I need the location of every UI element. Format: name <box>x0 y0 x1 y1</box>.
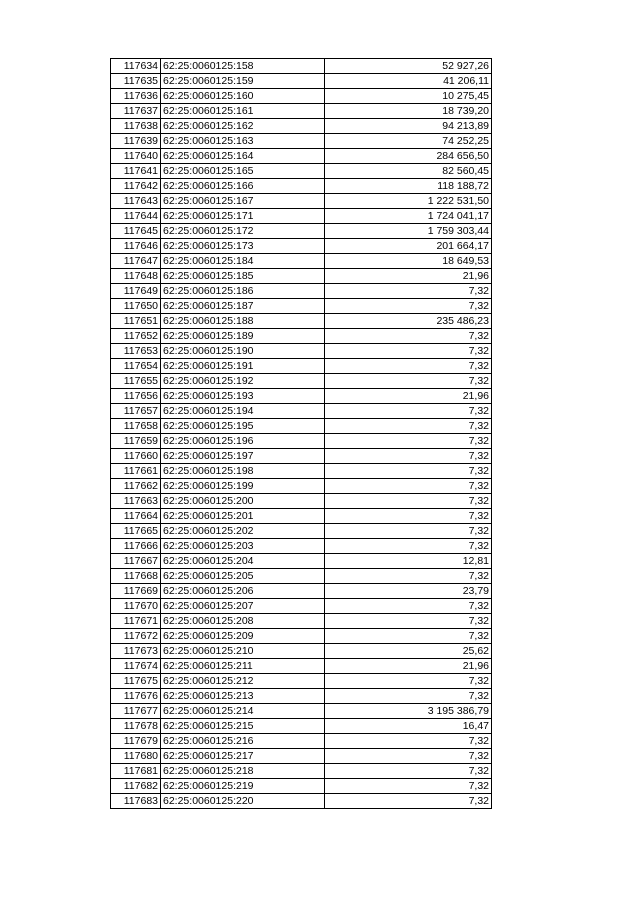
row-number-cell: 117682 <box>111 779 161 794</box>
value-cell: 25,62 <box>325 644 492 659</box>
value-cell: 16,47 <box>325 719 492 734</box>
row-number-cell: 117676 <box>111 689 161 704</box>
table-row <box>111 629 492 644</box>
cadastral-number-cell: 62:25:0060125:210 <box>161 644 325 659</box>
row-number-cell: 117662 <box>111 479 161 494</box>
row-number-cell: 117663 <box>111 494 161 509</box>
cadastral-number-cell: 62:25:0060125:159 <box>161 74 325 89</box>
value-cell: 1 724 041,17 <box>325 209 492 224</box>
row-number-cell: 117647 <box>111 254 161 269</box>
value-cell: 7,32 <box>325 344 492 359</box>
value-cell: 7,32 <box>325 689 492 704</box>
row-number-cell: 117671 <box>111 614 161 629</box>
value-cell: 7,32 <box>325 524 492 539</box>
cadastral-number-cell: 62:25:0060125:164 <box>161 149 325 164</box>
cadastral-number-cell: 62:25:0060125:204 <box>161 554 325 569</box>
value-cell: 94 213,89 <box>325 119 492 134</box>
cadastral-number-cell: 62:25:0060125:195 <box>161 419 325 434</box>
cadastral-number-cell: 62:25:0060125:213 <box>161 689 325 704</box>
row-number-cell: 117635 <box>111 74 161 89</box>
cadastral-number-cell: 62:25:0060125:193 <box>161 389 325 404</box>
row-number-cell: 117674 <box>111 659 161 674</box>
value-cell: 3 195 386,79 <box>325 704 492 719</box>
table-row <box>111 254 492 269</box>
value-cell: 7,32 <box>325 764 492 779</box>
cadastral-number-cell: 62:25:0060125:190 <box>161 344 325 359</box>
row-number-cell: 117650 <box>111 299 161 314</box>
row-number-cell: 117664 <box>111 509 161 524</box>
table-row <box>111 374 492 389</box>
cadastral-number-cell: 62:25:0060125:189 <box>161 329 325 344</box>
cadastral-number-cell: 62:25:0060125:212 <box>161 674 325 689</box>
table-body <box>111 59 492 809</box>
value-cell: 7,32 <box>325 794 492 809</box>
value-cell: 10 275,45 <box>325 89 492 104</box>
table-row <box>111 449 492 464</box>
table-row <box>111 239 492 254</box>
cadastral-number-cell: 62:25:0060125:165 <box>161 164 325 179</box>
row-number-cell: 117646 <box>111 239 161 254</box>
cadastral-number-cell: 62:25:0060125:194 <box>161 404 325 419</box>
data-table <box>110 58 492 809</box>
row-number-cell: 117670 <box>111 599 161 614</box>
row-number-cell: 117666 <box>111 539 161 554</box>
cadastral-number-cell: 62:25:0060125:207 <box>161 599 325 614</box>
row-number-cell: 117675 <box>111 674 161 689</box>
cadastral-number-cell: 62:25:0060125:187 <box>161 299 325 314</box>
cadastral-number-cell: 62:25:0060125:191 <box>161 359 325 374</box>
value-cell: 284 656,50 <box>325 149 492 164</box>
value-cell: 7,32 <box>325 734 492 749</box>
row-number-cell: 117642 <box>111 179 161 194</box>
table-row <box>111 689 492 704</box>
table-row <box>111 59 492 74</box>
table-row <box>111 794 492 809</box>
cadastral-number-cell: 62:25:0060125:161 <box>161 104 325 119</box>
table-row <box>111 329 492 344</box>
value-cell: 7,32 <box>325 674 492 689</box>
cadastral-number-cell: 62:25:0060125:208 <box>161 614 325 629</box>
row-number-cell: 117683 <box>111 794 161 809</box>
row-number-cell: 117658 <box>111 419 161 434</box>
table-row <box>111 224 492 239</box>
table-row <box>111 419 492 434</box>
cadastral-number-cell: 62:25:0060125:214 <box>161 704 325 719</box>
table-row <box>111 179 492 194</box>
cadastral-number-cell: 62:25:0060125:201 <box>161 509 325 524</box>
cadastral-number-cell: 62:25:0060125:160 <box>161 89 325 104</box>
cadastral-number-cell: 62:25:0060125:203 <box>161 539 325 554</box>
row-number-cell: 117680 <box>111 749 161 764</box>
cadastral-number-cell: 62:25:0060125:211 <box>161 659 325 674</box>
row-number-cell: 117637 <box>111 104 161 119</box>
value-cell: 7,32 <box>325 449 492 464</box>
row-number-cell: 117678 <box>111 719 161 734</box>
cadastral-number-cell: 62:25:0060125:188 <box>161 314 325 329</box>
table-row <box>111 104 492 119</box>
row-number-cell: 117668 <box>111 569 161 584</box>
value-cell: 7,32 <box>325 284 492 299</box>
table-row <box>111 359 492 374</box>
value-cell: 7,32 <box>325 419 492 434</box>
value-cell: 7,32 <box>325 404 492 419</box>
cadastral-number-cell: 62:25:0060125:184 <box>161 254 325 269</box>
row-number-cell: 117667 <box>111 554 161 569</box>
value-cell: 7,32 <box>325 614 492 629</box>
row-number-cell: 117644 <box>111 209 161 224</box>
cadastral-number-cell: 62:25:0060125:158 <box>161 59 325 74</box>
table-row <box>111 134 492 149</box>
value-cell: 1 222 531,50 <box>325 194 492 209</box>
cadastral-number-cell: 62:25:0060125:173 <box>161 239 325 254</box>
value-cell: 21,96 <box>325 269 492 284</box>
value-cell: 7,32 <box>325 479 492 494</box>
value-cell: 7,32 <box>325 299 492 314</box>
cadastral-number-cell: 62:25:0060125:217 <box>161 749 325 764</box>
value-cell: 201 664,17 <box>325 239 492 254</box>
table-row <box>111 704 492 719</box>
value-cell: 82 560,45 <box>325 164 492 179</box>
row-number-cell: 117654 <box>111 359 161 374</box>
value-cell: 7,32 <box>325 779 492 794</box>
cadastral-number-cell: 62:25:0060125:216 <box>161 734 325 749</box>
value-cell: 118 188,72 <box>325 179 492 194</box>
table-row <box>111 614 492 629</box>
table-row <box>111 404 492 419</box>
value-cell: 12,81 <box>325 554 492 569</box>
row-number-cell: 117634 <box>111 59 161 74</box>
row-number-cell: 117638 <box>111 119 161 134</box>
table-row <box>111 434 492 449</box>
table-row <box>111 599 492 614</box>
value-cell: 21,96 <box>325 659 492 674</box>
table-row <box>111 344 492 359</box>
cadastral-number-cell: 62:25:0060125:200 <box>161 494 325 509</box>
row-number-cell: 117648 <box>111 269 161 284</box>
value-cell: 52 927,26 <box>325 59 492 74</box>
table-row <box>111 194 492 209</box>
table-row <box>111 509 492 524</box>
table-row <box>111 494 492 509</box>
cadastral-number-cell: 62:25:0060125:163 <box>161 134 325 149</box>
value-cell: 41 206,11 <box>325 74 492 89</box>
table-row <box>111 464 492 479</box>
cadastral-number-cell: 62:25:0060125:209 <box>161 629 325 644</box>
row-number-cell: 117677 <box>111 704 161 719</box>
table-row <box>111 734 492 749</box>
cadastral-number-cell: 62:25:0060125:202 <box>161 524 325 539</box>
row-number-cell: 117656 <box>111 389 161 404</box>
row-number-cell: 117661 <box>111 464 161 479</box>
table-row <box>111 554 492 569</box>
value-cell: 7,32 <box>325 434 492 449</box>
row-number-cell: 117645 <box>111 224 161 239</box>
value-cell: 7,32 <box>325 509 492 524</box>
value-cell: 21,96 <box>325 389 492 404</box>
table-row <box>111 569 492 584</box>
cadastral-number-cell: 62:25:0060125:199 <box>161 479 325 494</box>
value-cell: 18 649,53 <box>325 254 492 269</box>
table-row <box>111 779 492 794</box>
value-cell: 7,32 <box>325 329 492 344</box>
value-cell: 7,32 <box>325 569 492 584</box>
table-row <box>111 539 492 554</box>
value-cell: 7,32 <box>325 749 492 764</box>
row-number-cell: 117653 <box>111 344 161 359</box>
row-number-cell: 117673 <box>111 644 161 659</box>
table-row <box>111 524 492 539</box>
cadastral-number-cell: 62:25:0060125:172 <box>161 224 325 239</box>
row-number-cell: 117651 <box>111 314 161 329</box>
table-row <box>111 479 492 494</box>
value-cell: 235 486,23 <box>325 314 492 329</box>
cadastral-number-cell: 62:25:0060125:198 <box>161 464 325 479</box>
table-row <box>111 119 492 134</box>
table-row <box>111 764 492 779</box>
value-cell: 74 252,25 <box>325 134 492 149</box>
row-number-cell: 117657 <box>111 404 161 419</box>
row-number-cell: 117649 <box>111 284 161 299</box>
table-row <box>111 314 492 329</box>
row-number-cell: 117669 <box>111 584 161 599</box>
value-cell: 7,32 <box>325 464 492 479</box>
cadastral-number-cell: 62:25:0060125:196 <box>161 434 325 449</box>
table-row <box>111 674 492 689</box>
table-row <box>111 269 492 284</box>
table-row <box>111 719 492 734</box>
value-cell: 7,32 <box>325 374 492 389</box>
cadastral-number-cell: 62:25:0060125:186 <box>161 284 325 299</box>
table-row <box>111 149 492 164</box>
cadastral-number-cell: 62:25:0060125:219 <box>161 779 325 794</box>
cadastral-number-cell: 62:25:0060125:218 <box>161 764 325 779</box>
row-number-cell: 117681 <box>111 764 161 779</box>
row-number-cell: 117641 <box>111 164 161 179</box>
row-number-cell: 117643 <box>111 194 161 209</box>
value-cell: 23,79 <box>325 584 492 599</box>
row-number-cell: 117639 <box>111 134 161 149</box>
table-row <box>111 299 492 314</box>
table-row <box>111 89 492 104</box>
value-cell: 7,32 <box>325 494 492 509</box>
row-number-cell: 117636 <box>111 89 161 104</box>
cadastral-number-cell: 62:25:0060125:205 <box>161 569 325 584</box>
table-row <box>111 389 492 404</box>
value-cell: 7,32 <box>325 599 492 614</box>
row-number-cell: 117655 <box>111 374 161 389</box>
cadastral-number-cell: 62:25:0060125:215 <box>161 719 325 734</box>
value-cell: 7,32 <box>325 359 492 374</box>
table-row <box>111 659 492 674</box>
cadastral-number-cell: 62:25:0060125:162 <box>161 119 325 134</box>
value-cell: 7,32 <box>325 539 492 554</box>
row-number-cell: 117659 <box>111 434 161 449</box>
table-row <box>111 74 492 89</box>
cadastral-number-cell: 62:25:0060125:206 <box>161 584 325 599</box>
row-number-cell: 117665 <box>111 524 161 539</box>
value-cell: 1 759 303,44 <box>325 224 492 239</box>
row-number-cell: 117660 <box>111 449 161 464</box>
value-cell: 18 739,20 <box>325 104 492 119</box>
cadastral-number-cell: 62:25:0060125:166 <box>161 179 325 194</box>
table-row <box>111 209 492 224</box>
cadastral-number-cell: 62:25:0060125:220 <box>161 794 325 809</box>
table-row <box>111 584 492 599</box>
table-row <box>111 164 492 179</box>
cadastral-number-cell: 62:25:0060125:171 <box>161 209 325 224</box>
table-row <box>111 644 492 659</box>
table-row <box>111 284 492 299</box>
cadastral-number-cell: 62:25:0060125:192 <box>161 374 325 389</box>
row-number-cell: 117672 <box>111 629 161 644</box>
value-cell: 7,32 <box>325 629 492 644</box>
cadastral-number-cell: 62:25:0060125:197 <box>161 449 325 464</box>
row-number-cell: 117640 <box>111 149 161 164</box>
row-number-cell: 117652 <box>111 329 161 344</box>
table-row <box>111 749 492 764</box>
cadastral-number-cell: 62:25:0060125:185 <box>161 269 325 284</box>
row-number-cell: 117679 <box>111 734 161 749</box>
cadastral-number-cell: 62:25:0060125:167 <box>161 194 325 209</box>
